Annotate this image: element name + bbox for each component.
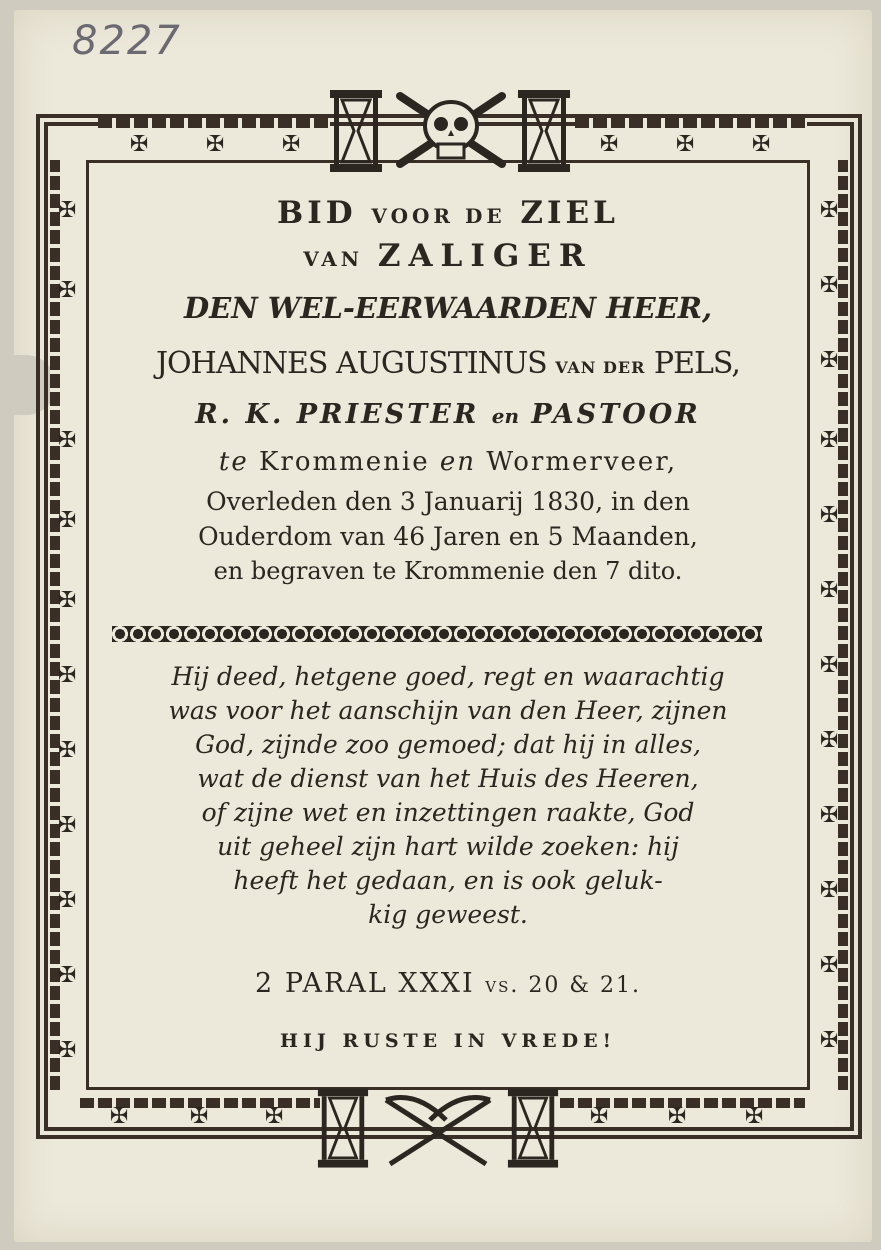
cross-icon: ✠ [58,738,77,763]
title-pastoor: PASTOOR [531,399,701,430]
cross-icon: ✠ [820,503,839,528]
cross-icon: ✠ [820,653,839,678]
cross-icon: ✠ [820,578,839,603]
words-van-der: VAN DER [555,358,646,377]
word-bid: BID [277,195,357,231]
right-band [838,160,848,1090]
skull-crossbones-icon [388,86,514,174]
scripture-reference [92,964,804,1006]
cross-icon: ✠ [752,132,771,157]
cross-icon: ✠ [206,132,225,157]
cross-icon: ✠ [676,132,695,157]
reference-book-number: 2 [255,968,275,999]
header-line-1 [92,192,804,234]
cross-icon: ✠ [820,953,839,978]
verse-line: heeft het gedaan, en is ook geluk- [233,866,663,895]
ornamental-divider [112,626,762,642]
cross-icon: ✠ [130,132,149,157]
word-van: VAN [303,247,364,271]
header-line-7: Overleden den 3 Januarij 1830, in den [206,487,690,516]
cross-icon: ✠ [58,198,77,223]
place-krommenie: Krommenie [258,447,430,477]
cross-icon: ✠ [58,813,77,838]
cross-icon: ✠ [58,428,77,453]
cross-icon: ✠ [600,132,619,157]
cross-icon: ✠ [282,132,301,157]
cross-icon: ✠ [745,1104,764,1129]
header-line-6 [92,440,804,484]
verse-line: God, zijnde zoo gemoed; dat hij in alles, [195,730,701,759]
word-en: en [439,447,477,477]
header-block [92,192,804,588]
closing-block [92,1024,804,1058]
hourglass-icon [328,88,384,174]
header-line-4 [92,338,804,390]
verse-line: uit geheel zijn hart wilde zoeken: hij [217,832,679,861]
hourglass-icon [316,1086,370,1170]
cross-icon: ✠ [820,728,839,753]
top-right-band [575,118,807,128]
cross-icon: ✠ [820,273,839,298]
cross-icon: ✠ [668,1104,687,1129]
cross-icon: ✠ [265,1104,284,1129]
word-en: en [491,404,519,428]
place-wormerveer: Wormerveer, [486,447,678,477]
header-line-8: Ouderdom van 46 Jaren en 5 Maanden, [198,522,698,551]
words-voor-de: VOOR DE [371,204,506,228]
scripture-verse [92,660,804,932]
verse-line: kig geweest. [368,900,528,929]
title-priester: R. K. PRIESTER [195,399,480,430]
name-first: JOHANNES AUGUSTINUS [156,346,547,381]
cross-icon: ✠ [58,663,77,688]
header-line-2 [92,234,804,278]
reference-book: PARAL [284,968,388,999]
cross-icon: ✠ [110,1104,129,1129]
cross-icon: ✠ [820,198,839,223]
cross-icon: ✠ [58,278,77,303]
word-te: te [218,447,249,477]
cross-icon: ✠ [590,1104,609,1129]
cross-icon: ✠ [820,348,839,373]
word-ziel: ZIEL [520,195,619,231]
cross-icon: ✠ [58,1038,77,1063]
verse-line: was voor het aanschijn van den Heer, zijnen [168,696,728,725]
crossed-scythes-icon [376,1090,500,1170]
reference-verses: vs. 20 & 21. [485,973,641,998]
reference-line [92,964,804,1006]
header-line-3: DEN WEL-EERWAARDEN HEER, [183,291,713,325]
top-left-band [98,118,330,128]
cross-icon: ✠ [820,428,839,453]
cross-icon: ✠ [820,803,839,828]
verse-line: Hij deed, hetgene goed, regt en waarachtig [171,662,725,691]
header-line-5 [92,390,804,440]
verse-line: wat de dienst van het Huis des Heeren, [197,764,699,793]
cross-icon: ✠ [58,508,77,533]
cross-icon: ✠ [58,963,77,988]
archive-number: 8227 [72,18,182,64]
cross-icon: ✠ [58,888,77,913]
cross-icon: ✠ [58,588,77,613]
closing-line: HIJ RUSTE IN VREDE! [280,1030,616,1052]
name-last: PELS, [653,346,740,381]
cross-icon: ✠ [820,1028,839,1053]
cross-icon: ✠ [820,878,839,903]
cross-icon: ✠ [190,1104,209,1129]
verse-line: of zijne wet en inzettingen raakte, God [201,798,695,827]
reference-chapter: XXXI [398,968,475,999]
word-zaliger: ZALIGER [377,238,593,274]
hourglass-icon [506,1086,560,1170]
hourglass-icon [516,88,572,174]
header-line-9: en begraven te Krommenie den 7 dito. [213,557,683,585]
